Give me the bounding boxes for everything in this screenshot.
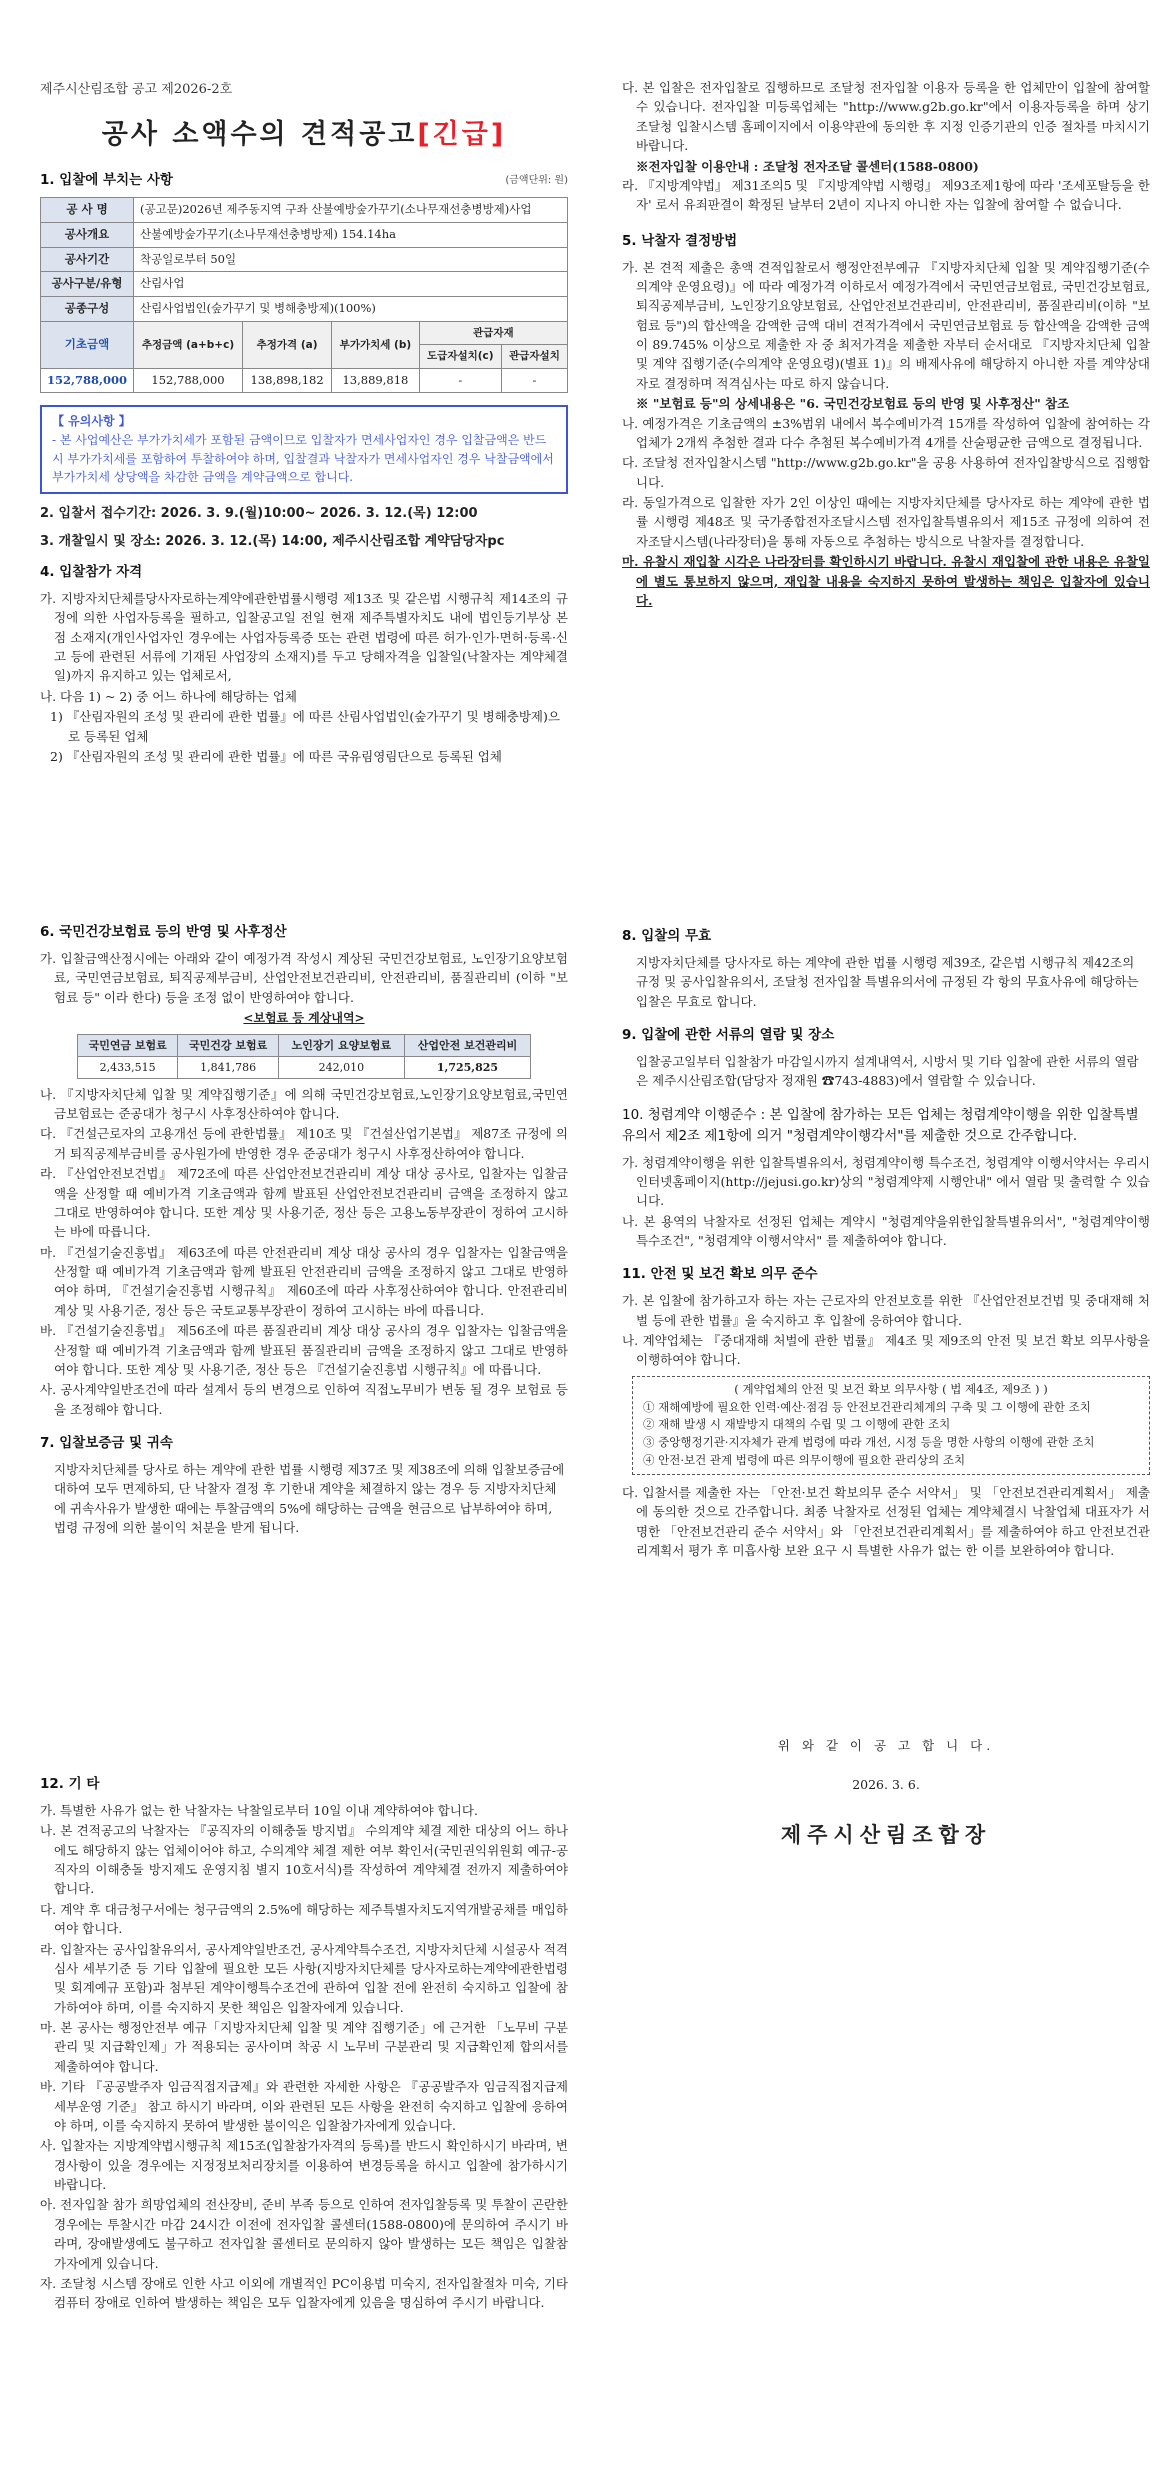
- s6-item-ra: 라. 『산업안전보건법』 제72조에 따른 산업안전보건관리비 계상 대상 공사로, 입찰자는 입찰금액을 산정할 때 예비가격 기초금액과 함께 발표된 산업안전보건관리비 금액을 조정하지 않고 그대로 반영하여야 합니다. 또한 계상 및 사용기준, 정산 등은 고용노동부장관이 정하여 고시하는 바에 따릅니다.: [40, 1166, 568, 1240]
- s11-item-da: 다. 입찰서를 제출한 자는 「안전·보건 확보의무 준수 서약서」 및 「안전보건관리계획서」 제출에 동의한 것으로 간주합니다. 최종 낙찰자로 선정된 업체는 계약체결시 낙찰업체 대표자가 서명한 「안전보건관리 준수 서약서」와 「안전보건관리계획서」를 제출하여야 하고 안전보건관리계획서 평가 후 미흡사항 보완 요구 시 특별한 사유가 없는 한 이를 보완하여야 합니다.: [622, 1484, 1150, 1559]
- s8-text: 지방자치단체를 당사자로 하는 계약에 관한 법률 시행령 제39조, 같은법 시행규칙 제42조의 규정 및 공사입찰유의서, 조달청 전자입찰 특별유의서에 규정된 각 항의 무효사유에 해당하는 입찰은 무효로 합니다.: [636, 954, 1139, 1009]
- notice-number: 제주시산림조합 공고 제2026-2호: [40, 82, 233, 97]
- organization-name: 제주시산림조합장: [780, 1822, 992, 1847]
- s4-item-na: 나. 다음 1) ~ 2) 중 어느 하나에 해당하는 업체: [40, 688, 297, 704]
- s9-text: 입찰공고일부터 입찰참가 마감일시까지 설계내역서, 시방서 및 기타 입찰에 관한 서류의 열람은 제주시산림조합(담당자 정재원 ☎743-4883)에서 열람할 수 있습니다.: [636, 1053, 1139, 1089]
- section-closing: [622, 1736, 1150, 1851]
- safety-duty-item: ① 재해예방에 필요한 인력·예산·점검 등 안전보건관리체계의 구축 및 그 이행에 관한 조치: [643, 1399, 1091, 1414]
- base-amount-label: 기초금액: [41, 321, 134, 368]
- s5-item-ma: 마. 유찰시 재입찰 시각은 나라장터를 확인하시기 바랍니다. 유찰시 재입찰에 관한 내용은 유찰일에 별도 통보하지 않으며, 재입찰 내용을 숙지하지 못하여 발생하는 책임은 입찰자에 있습니다.: [622, 554, 1150, 608]
- urgent-bracket-open: [: [417, 119, 433, 151]
- table-row: 도급자설치(c) 관급자설치: [41, 345, 568, 368]
- s6-item-ma: 마. 『건설기술진흥법』 제63조에 따른 안전관리비 계상 대상 공사의 경우 입찰자는 입찰금액을 산정할 때 예비가격 기초금액과 함께 발표된 안전관리비 금액을 조정하지 않고 그대로 반영하여야 하며, 『건설기술진흥법 시행규칙』 제60조에 따라 사후정산하여야 합니다. 안전관리비 계상 및 사용기준, 정산 등은 국토교통부장관이 정하여 고시하는 바에 따릅니다.: [40, 1244, 568, 1318]
- s12-item: 사. 입찰자는 지방계약법시행규칙 제15조(입찰참가자격의 등록)를 반드시 확인하시기 바라며, 변경사항이 있을 경우에는 지정정보처리장치를 이용하여 변경등록을 하시고 입찰에 참가하시기 바랍니다.: [40, 2138, 568, 2193]
- s12-item: 라. 입찰자는 공사입찰유의서, 공사계약일반조건, 공사계약특수조건, 지방자치단체 시설공사 적격심사 세부기준 등 기타 입찰에 필요한 모든 사항(지방자치단체를 당사자로하는계약에관한법령 및 회계예규 포함)과 첨부된 계약이행특수조건에 관하여 입찰 전에 완전히 숙지하고 입찰에 참가하여야 하며, 이를 숙지하지 못한 책임은 입찰자에게 있습니다.: [40, 1941, 568, 2015]
- section-7-heading: 7. 입찰보증금 및 귀속: [40, 1435, 173, 1452]
- table-row: 국민연금 보험료 국민건강 보험료 노인장기 요양보험료 산업안전 보건관리비: [77, 1034, 530, 1056]
- safety-duty-item: ④ 안전·보건 관계 법령에 따른 의무이행에 필요한 관리상의 조치: [643, 1453, 966, 1468]
- s5-note: ※ "보험료 등"의 상세내용은 "6. 국민건강보험료 등의 반영 및 사후정산" 참조: [636, 396, 1070, 412]
- s10-item-ga: 가. 청렴계약이행을 위한 입찰특별유의서, 청렴계약이행 특수조건, 청렴계약 이행서약서는 우리시 인터넷홈페이지(http://jejusi.go.kr)상의 "청렴계약제 시행안내" 에서 열람 및 출력할 수 있습니다.: [622, 1154, 1150, 1209]
- bid-info-table: [40, 197, 568, 393]
- s4-sub-1: 1) 『산림자원의 조성 및 관리에 관한 법률』에 따른 산림사업법인(숲가꾸기 및 병해충방제)으로 등록된 업체: [50, 709, 560, 744]
- s12-item: 나. 본 견적공고의 낙찰자는 『공직자의 이해충돌 방지법』 수의계약 체결 제한 대상의 어느 하나에도 해당하지 않는 업체이어야 하고, 수의계약 체결 제한 여부 확인서(국민권익위원회 예규-공직자의 이해충돌 방지제도 운영지침 별지 10호서식)를 작성하여 계약체결 전까지 제출하여야 합니다.: [40, 1823, 568, 1897]
- section-12-heading: 12. 기 타: [40, 1776, 100, 1792]
- base-amount-value: 152,788,000: [41, 368, 134, 393]
- s4-item-da: 다. 본 입찰은 전자입찰로 집행하므로 조달청 전자입찰 이용자 등록을 한 업체만이 입찰에 참여할 수 있습니다. 전자입찰 미등록업체는 "http://www.g2b.go.kr"에서 이용자등록을 하며 상기 조달청 입찰시스템 홈페이지에서 이용약관에 동의한 후 지정 인증기관의 인증 절차를 마치시기 바랍니다.: [622, 80, 1150, 154]
- urgent-bracket-close: ]: [490, 119, 507, 151]
- table-row: 기초금액 추정금액 (a+b+c) 추정가격 (a) 부가가치세 (b) 관급자재: [41, 321, 568, 344]
- s12-item: 마. 본 공사는 행정안전부 예규「지방자치단체 입찰 및 계약 집행기준」에 근거한 「노무비 구분관리 및 지급확인제」가 적용되는 공사이며 착공 시 노무비 구분관리 및 지급확인제 합의서를 제출하여야 합니다.: [40, 2020, 568, 2074]
- s5-item-ga: 가. 본 견적 제출은 총액 견적입찰로서 행정안전부예규 『지방자치단체 입찰 및 계약집행기준(수의계약 운영요령)』에 따라 예정가격 이하로서 예정가격에서 국민연금보험료, 국민건강보험료, 퇴직공제부금비, 노인장기요양보험료, 산업안전보건관리비, 안전관리비, 품질관리비(이하 "보험료 등")의 합산액을 감액한 금액 대비 견적가격에서 국민연금보험료 등 합산액을 감액한 금액이 89.745% 이상으로 제출한 자 중 최저가격을 제출한 자부터 순서대로 『지방자치단체 입찰 및 계약 집행기준(수의계약 운영요령)(별표 1)』의 배제사유에 해당하지 아니한 자를 계약상대자로 결정하며 적격심사는 따로 하지 않습니다.: [622, 259, 1150, 391]
- s12-item: 가. 특별한 사유가 없는 한 낙찰자는 낙찰일로부터 10일 이내 계약하여야 합니다.: [40, 1802, 478, 1818]
- section-top-left: [40, 80, 568, 767]
- caution-title: 【 유의사항 】: [52, 414, 131, 429]
- s6-item-na: 나. 『지방자치단체 입찰 및 계약집행기준』에 의해 국민건강보험료,노인장기요양보험료,국민연금보험료는 준공대가 청구시 사후정산하여야 합니다.: [40, 1086, 568, 1122]
- table-row: 2,433,515 1,841,786 242,010 1,725,825: [77, 1056, 530, 1078]
- s6-item-ga: 가. 입찰금액산정시에는 아래와 같이 예정가격 작성시 계상된 국민건강보험료, 노인장기요양보험료, 국민연금보험료, 퇴직공제부금비, 산업안전보건관리비, 안전관리비, 품질관리비 (이하 "보험료 등" 이라 한다) 등을 조정 없이 반영하여야 합니다.: [40, 950, 568, 1005]
- safety-duties-title: ( 계약업체의 안전 및 보건 확보 의무사항 ( 법 제4조, 제9조 ) ): [734, 1381, 1048, 1396]
- s6-item-da: 다. 『건설근로자의 고용개선 등에 관한법률』 제10조 및 『건설산업기본법』 제87조 규정에 의거 퇴직공제부금비를 공사원가에 반영한 경우 준공대가 청구시 사후정산하여야 합니다.: [40, 1126, 568, 1161]
- s4-item-ga: 가. 지방자치단체를당사자로하는계약에관한법률시행령 제13조 및 같은법 시행규칙 제14조의 규정에 의한 사업자등록을 필하고, 입찰공고일 전일 현재 제주특별자치도 내에 법인등기부상 본점 소재지(개인사업자인 경우에는 사업자등록증 또는 관련 법령에 따른 허가·인가·면허·등록·신고 등에 관련된 서류에 기재된 사업장의 소재지)를 두고 당해자격을 입찰일(낙찰자는 계약체결일)까지 유지하고 있는 업체로서,: [40, 590, 568, 684]
- section-3-opening: 3. 개찰일시 및 장소: 2026. 3. 12.(목) 14:00, 제주시산림조합 계약담당자pc: [40, 533, 505, 549]
- table-row: 공종구성 산림사업법인(숲가꾸기 및 병해충방제)(100%): [41, 297, 568, 322]
- table-row: 공 사 명 (공고문)2026년 제주동지역 구좌 산불예방숲가꾸기(소나무재선충병방제)사업: [41, 197, 568, 222]
- insurance-caption: <보험료 등 계상내역>: [243, 1011, 365, 1026]
- caution-text: - 본 사업예산은 부가가치세가 포함된 금액이므로 입찰자가 면세사업자인 경우 입찰금액은 반드시 부가가치세를 포함하여 투찰하여야 하며, 입찰결과 낙찰자가 면세사업자인 경우 낙찰금액에서 부가가치세 상당액을 차감한 금액을 계약금액으로 합니다.: [52, 432, 554, 485]
- section-9-heading: 9. 입찰에 관한 서류의 열람 및 장소: [622, 1027, 835, 1044]
- s11-item-ga: 가. 본 입찰에 참가하고자 하는 자는 근로자의 안전보호를 위한 『산업안전보건법 및 중대재해 처벌 등에 관한 법률』을 숙지하고 후 입찰에 응하여야 합니다.: [622, 1293, 1150, 1328]
- closing-line: 위 와 같 이 공 고 합 니 다.: [777, 1738, 995, 1753]
- s7-text: 지방자치단체를 당사로 하는 계약에 관한 법률 시행령 제37조 및 제38조에 의해 입찰보증금에 대하여 모두 면제하되, 단 낙찰자 결정 후 기한내 계약을 체결하지 않는 경우 등 지방자치단체에 귀속사유가 발생한 때에는 투찰금액의 5%에 해당하는 금액을 현금으로 납부하여야 하며, 법령 규정에 의한 불이익 처분을 받게 됩니다.: [54, 1462, 565, 1536]
- s6-item-ba: 바. 『건설기술진흥법』 제56조에 따른 품질관리비 계상 대상 공사의 경우 입찰자는 입찰금액을 산정할 때 예비가격 기초금액과 함께 발표된 품질관리비 금액을 조정하지 않고 그대로 반영하여야 합니다. 또한 계상 및 사용기준, 정산 등은 『건설기술진흥법 시행규칙』에 따릅니다.: [40, 1323, 568, 1377]
- section-10-heading: 10. 청렴계약 이행준수 : 본 입찰에 참가하는 모든 업체는 청렴계약이행을 위한 입찰특별유의서 제2조 제1항에 의거 "청렴계약이행각서"를 제출한 것으로 간주합니다.: [622, 1106, 1139, 1144]
- s6-item-sa: 사. 공사계약일반조건에 따라 설계서 등의 변경으로 인하여 직접노무비가 변동 될 경우 보험료 등을 조정해야 합니다.: [40, 1382, 568, 1417]
- s11-item-na: 나. 계약업체는 『중대재해 처벌에 관한 법률』 제4조 및 제9조의 안전 및 보건 확보 의무사항을 이행하여야 합니다.: [622, 1333, 1150, 1368]
- safety-duty-item: ③ 중앙행정기관·지자체가 관계 법령에 따라 개선, 시정 등을 명한 사항의 이행에 관한 조치: [643, 1435, 1095, 1450]
- insurance-table: [77, 1034, 531, 1079]
- safety-duty-item: ② 재해 발생 시 재발방지 대책의 수립 및 그 이행에 관한 조치: [643, 1417, 951, 1432]
- s12-item: 자. 조달청 시스템 장애로 인한 사고 이외에 개별적인 PC이용법 미숙지, 전자입찰절차 미숙, 기타 컴퓨터 장애로 인하여 발생하는 책임은 모두 입찰자에게 있음을 명심하여 주시기 바랍니다.: [40, 2275, 568, 2311]
- section-6-heading: 6. 국민건강보험료 등의 반영 및 사후정산: [40, 924, 287, 940]
- s5-item-na: 나. 예정가격은 기초금액의 ±3%범위 내에서 복수예비가격 15개를 작성하여 입찰에 참여하는 각 업체가 2개씩 추첨한 결과 다수 추첨된 복수예비가격 4개를 산술평균한 금액으로 결정됩니다.: [622, 415, 1150, 450]
- urgent-badge: 긴급: [432, 119, 491, 151]
- amount-unit: (금액단위: 원): [505, 174, 568, 186]
- s5-item-ra: 라. 동일가격으로 입찰한 자가 2인 이상인 때에는 지방자치단체를 당사자로 하는 계약에 관한 법률 시행령 제48조 및 국가종합전자조달시스템 전자입찰특별유의서 제15조 규정에 의하여 전자조달시스템(나라장터)을 통해 자동으로 추첨하는 방식으로 낙찰자를 결정합니다.: [622, 495, 1150, 549]
- section-11-heading: 11. 안전 및 보건 확보 의무 준수: [622, 1266, 818, 1283]
- caution-box: [40, 405, 568, 493]
- notice-date: 2026. 3. 6.: [852, 1777, 920, 1793]
- s4-sub-2: 2) 『산림자원의 조성 및 관리에 관한 법률』에 따른 국유림영림단으로 등록된 업체: [50, 748, 502, 764]
- table-row: 152,788,000 152,788,000 138,898,182 13,889,818 - -: [41, 368, 568, 393]
- section-8-heading: 8. 입찰의 무효: [622, 928, 712, 944]
- section-top-right: [622, 78, 1150, 611]
- section-bottom-left: [40, 1764, 568, 2314]
- page-title: 공사 소액수의 견적공고[긴급]: [101, 119, 507, 151]
- table-row: 공사개요 산불예방숲가꾸기(소나무재선충병방제) 154.14ha: [41, 222, 568, 247]
- section-5-heading: 5. 낙찰자 결정방법: [622, 232, 738, 249]
- s4-callcenter-note: ※전자입찰 이용안내 : 조달청 전자조달 콜센터(1588-0800): [636, 158, 979, 174]
- safety-duties-box: [632, 1376, 1150, 1475]
- table-row: 공사구분/유형 산림사업: [41, 272, 568, 297]
- s12-item: 다. 계약 후 대금청구서에는 청구금액의 2.5%에 해당하는 제주특별자치도지역개발공채를 매입하여야 합니다.: [40, 1901, 568, 1937]
- section-mid-right: [622, 916, 1150, 1561]
- s4-item-ra: 라. 『지방계약법』 제31조의5 및 『지방계약법 시행령』 제93조제1항에 따라 '조세포탈등을 한 자' 로서 유죄판결이 확정된 날부터 2년이 지나지 아니한 자는 입찰에 참여할 수 없습니다.: [622, 177, 1150, 213]
- section-4-heading: 4. 입찰참가 자격: [40, 563, 143, 580]
- section-mid-left: [40, 912, 568, 1538]
- s5-item-da: 다. 조달청 전자입찰시스템 "http://www.g2b.go.kr"을 공용 사용하여 전자입찰방식으로 집행합니다.: [622, 455, 1150, 490]
- section-1-heading: 1. 입찰에 부치는 사항 (금액단위: 원): [40, 171, 568, 188]
- s12-item: 바. 기타 『공공발주자 임금직접지급제』와 관련한 자세한 사항은 『공공발주자 임금직접지급제 세부운영 기준』 참고 하시기 바라며, 이와 관련된 모든 사항을 완전히 숙지하고 입찰에 응하여야 하며, 이를 숙지하지 못하여 발생한 불이익은 입찰참가자에게 있습니다.: [40, 2079, 568, 2133]
- s12-item: 아. 전자입찰 참가 희망업체의 전산장비, 준비 부족 등으로 인하여 전자입찰등록 및 투찰이 곤란한 경우에는 투찰시간 마감 24시간 이전에 전자입찰 콜센터(1588-0800)에 문의하여 주시기 바라며, 장애발생예도 불구하고 전자입찰 콜센터로 문의하지 않아 발생하는 모든 책임은 입찰참가자에게 있습니다.: [40, 2197, 568, 2271]
- s10-item-na: 나. 본 용역의 낙찰자로 선정된 업체는 계약시 "청렴계약을위한입찰특별유의서", "청렴계약이행 특수조건", "청렴계약 이행서약서" 를 제출하여야 합니다.: [622, 1213, 1150, 1249]
- table-row: 공사기간 착공일로부터 50일: [41, 247, 568, 272]
- section-2-period: 2. 입찰서 접수기간: 2026. 3. 9.(월)10:00~ 2026. 3. 12.(목) 12:00: [40, 505, 478, 521]
